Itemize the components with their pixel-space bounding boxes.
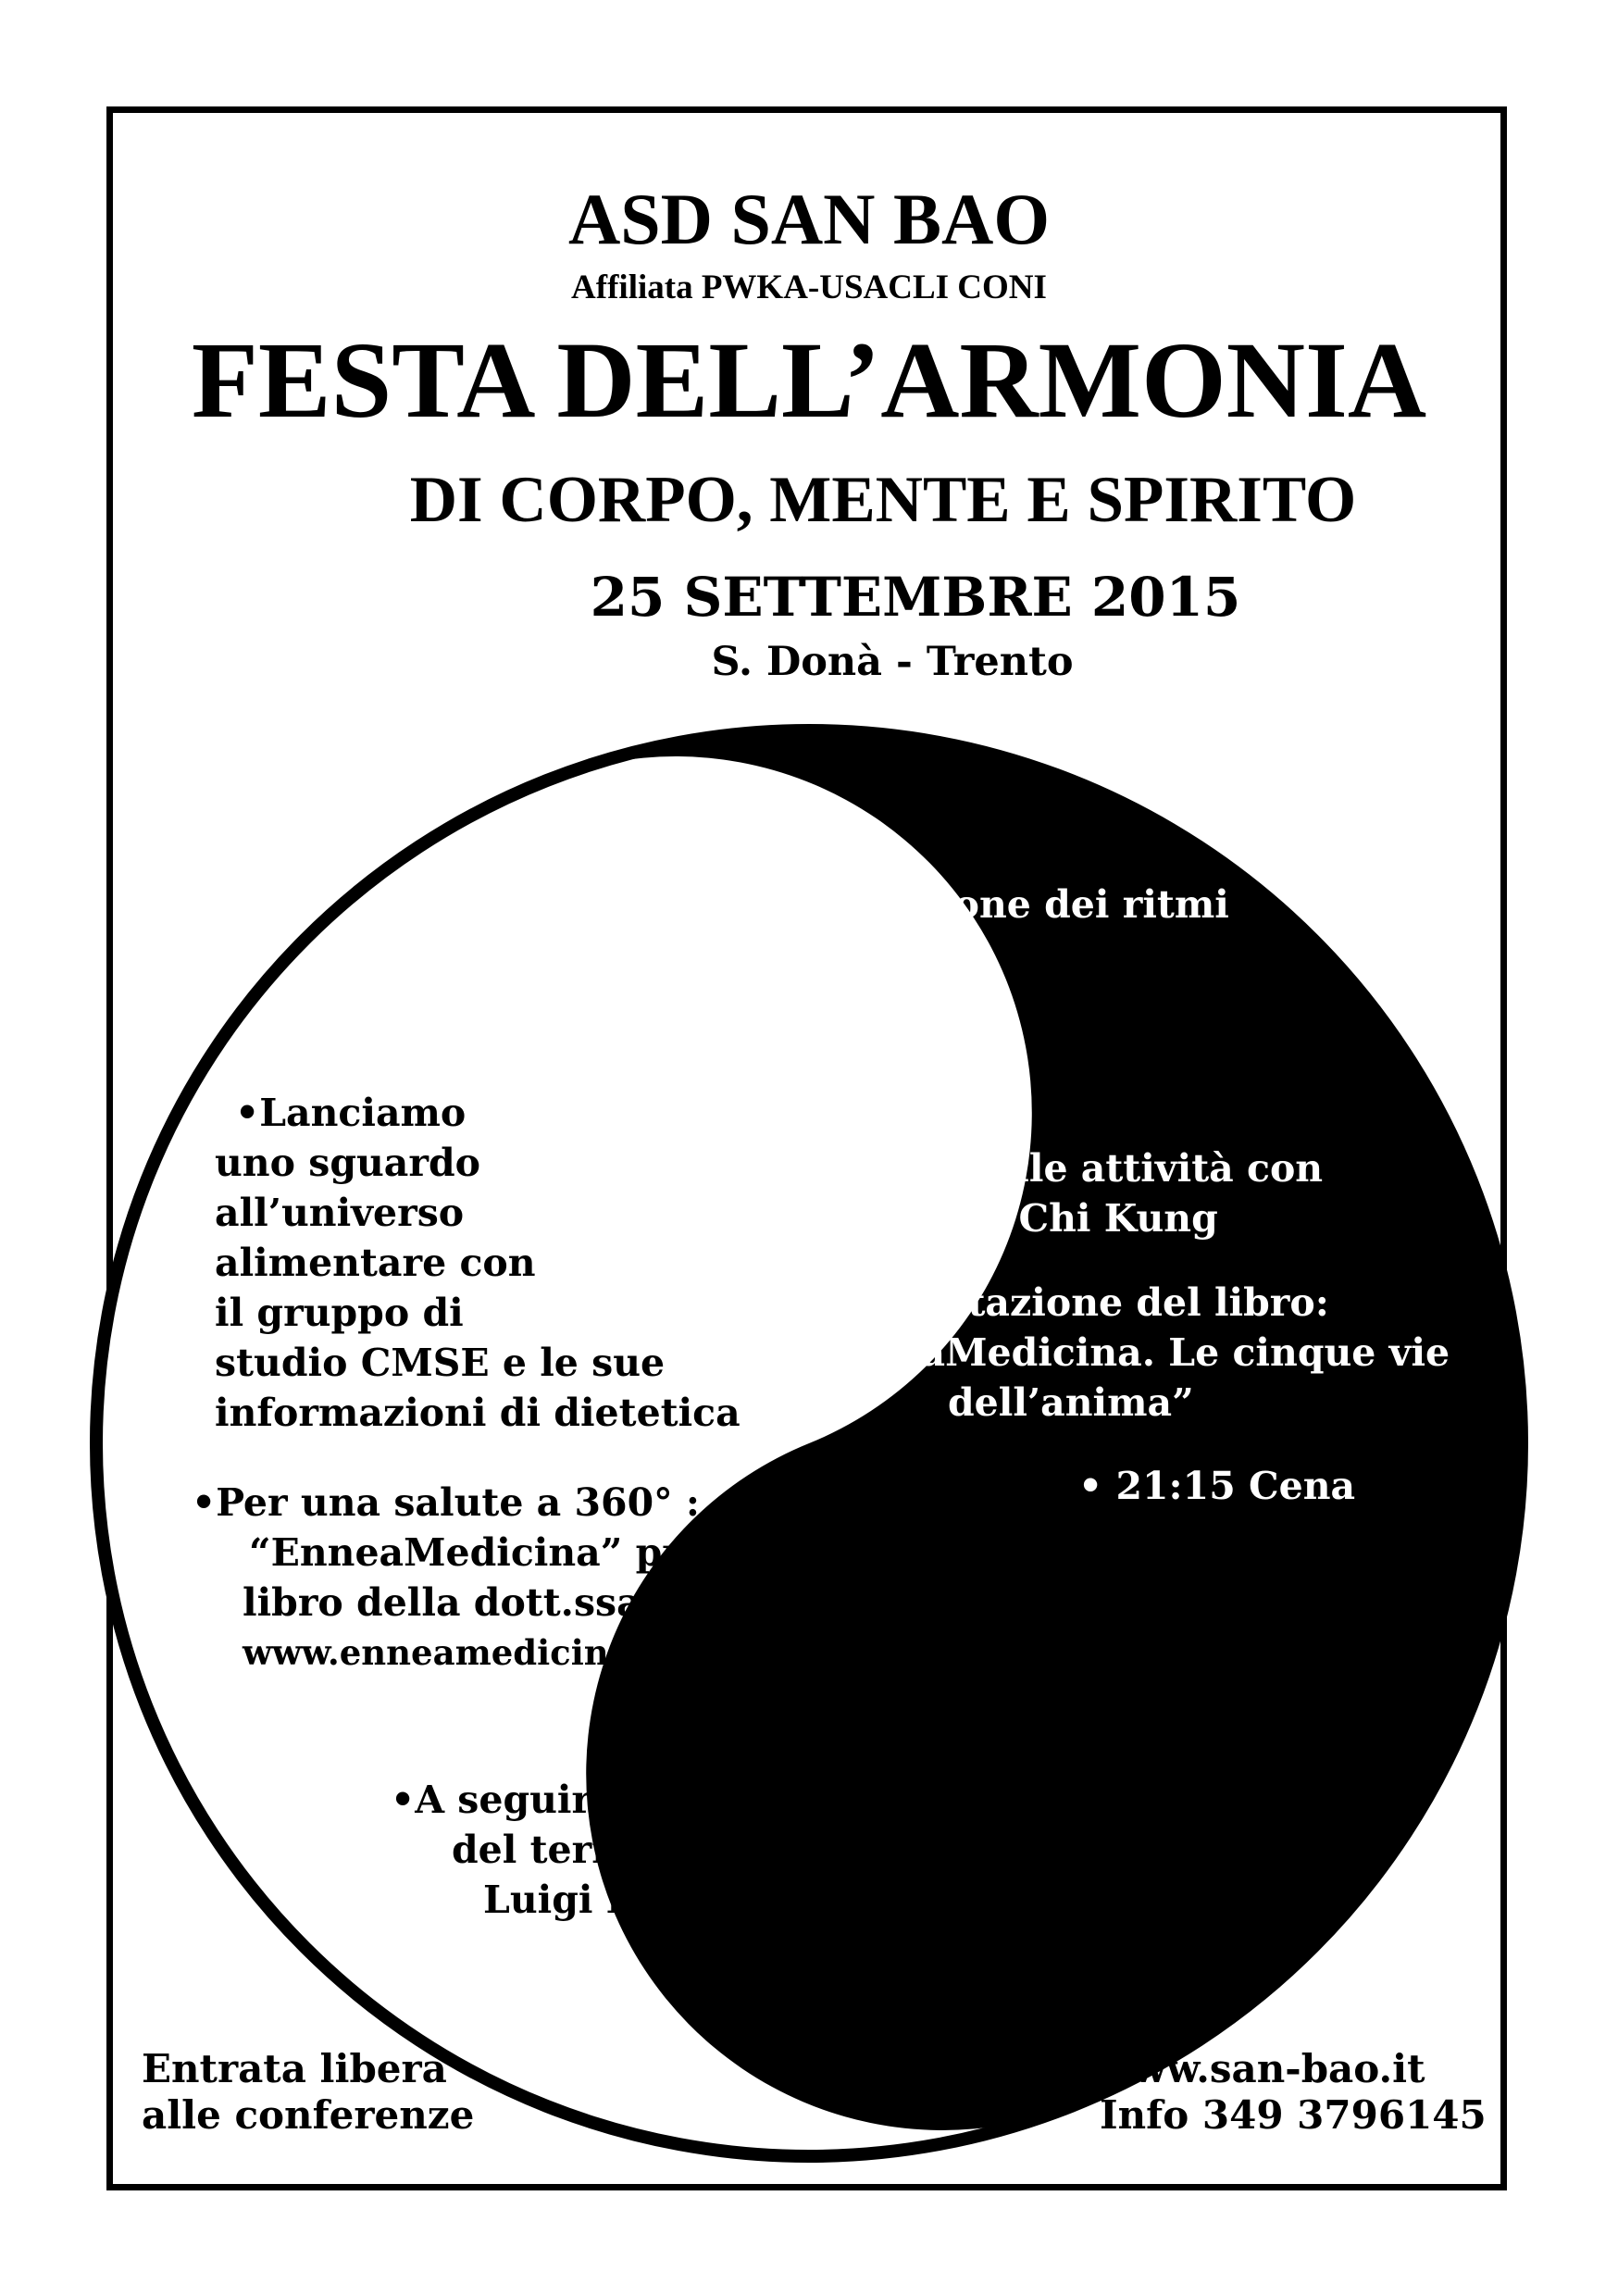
note-cibo-line: •A seguire buon cibo bbox=[391, 1778, 839, 1822]
website-link[interactable]: www.san-bao.it bbox=[1100, 2046, 1425, 2091]
entry-line2: alle conferenze bbox=[142, 2092, 475, 2138]
note-lanciamo-line: studio CMSE e le sue bbox=[215, 1341, 666, 1385]
event-date: 25 SETTEMBRE 2015 bbox=[590, 566, 1241, 629]
program-1830-line2: stagionali bbox=[718, 932, 929, 977]
program-item-2115 bbox=[1078, 1461, 1355, 1511]
note-cibo-line: del territorio con lo chef bbox=[452, 1828, 976, 1872]
note-lanciamo-line: alimentare con bbox=[215, 1241, 536, 1285]
program-2115-line: • 21:15 Cena bbox=[1078, 1464, 1356, 1508]
program-1930-line1: • 19:30 Introduzione alle attività con bbox=[531, 1146, 1324, 1191]
note-salute-line: •Per una salute a 360° : bbox=[192, 1480, 701, 1525]
event-title: FESTA DELL’ARMONIA bbox=[191, 319, 1427, 441]
note-salute-line: “EnneaMedicina” presentazione del bbox=[249, 1530, 1014, 1575]
contact-info bbox=[1100, 2046, 1487, 2139]
note-cibo bbox=[391, 1775, 976, 1925]
program-item-2015 bbox=[652, 1278, 1450, 1428]
note-cibo-line: Luigi Montibeller bbox=[483, 1878, 857, 1922]
organization-name: ASD SAN BAO bbox=[567, 179, 1051, 259]
note-lanciamo-line: •Lanciamo bbox=[235, 1091, 467, 1135]
note-lanciamo-line: il gruppo di bbox=[215, 1291, 464, 1335]
program-1830-line1: • 18:30 Alimentazione dei ritmi bbox=[555, 882, 1229, 927]
note-salute-line: libro della dott.ssa Liliana Atz bbox=[243, 1580, 883, 1625]
program-2015-line1: • 20:15 Presentazione del libro: bbox=[652, 1280, 1329, 1325]
program-1930-line2: pratica Tai Chi Chi Kung bbox=[692, 1196, 1218, 1241]
white-dot bbox=[736, 982, 890, 1136]
note-lanciamo-line: all’universo bbox=[215, 1191, 465, 1235]
program-2015-line3: dell’anima” bbox=[948, 1380, 1194, 1425]
note-lanciamo-line: uno sguardo bbox=[215, 1141, 480, 1185]
note-lanciamo bbox=[215, 1088, 741, 1438]
program-2015-line2: “EnneaMedicina. Le cinque vie bbox=[790, 1330, 1450, 1375]
entry-line1: Entrata libera bbox=[142, 2046, 447, 2091]
entry-note bbox=[142, 2046, 474, 2139]
phone-info: Info 349 3796145 bbox=[1100, 2092, 1487, 2138]
event-place: S. Donà - Trento bbox=[711, 639, 1074, 685]
note-salute-url: www.enneamedicina.eu bbox=[243, 1632, 690, 1673]
affiliation-line: Affiliata PWKA-USACLI CONI bbox=[571, 268, 1047, 306]
note-lanciamo-line: informazioni di dietetica bbox=[215, 1391, 741, 1435]
program-item-1830 bbox=[555, 880, 1229, 980]
event-subtitle: DI CORPO, MENTE E SPIRITO bbox=[409, 464, 1357, 536]
note-salute bbox=[192, 1478, 1013, 1678]
